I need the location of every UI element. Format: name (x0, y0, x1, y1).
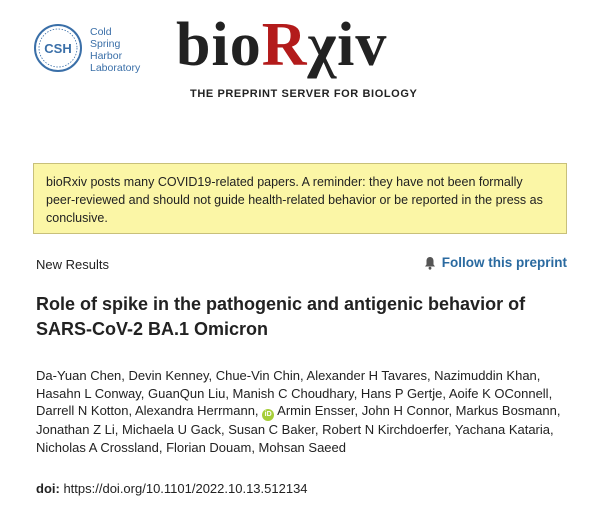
author-list (36, 367, 576, 456)
site-tagline: THE PREPRINT SERVER FOR BIOLOGY (190, 88, 418, 100)
doi-label: doi: (36, 481, 60, 496)
authors-part-1[interactable]: Da-Yuan Chen, Devin Kenney, Chue-Vin Chin, Alexander H Tavares, Nazimuddin Khan, Hasahn L Conway, GuanQun Liu, Manish C Choudhary, Hans P Gertje, Aoife K OConnell, Darrell N Kotton, Alexandra Herrmann, (36, 368, 553, 419)
csh-logo-icon (32, 22, 84, 74)
csh-line: Spring (90, 38, 121, 50)
orcid-author[interactable]: Armin Ensser, (277, 403, 359, 419)
csh-logo[interactable] (32, 22, 152, 78)
wordmark-r: R (261, 11, 308, 79)
covid-notice: bioRxiv posts many COVID19-related papers. A reminder: they have not been formally peer-reviewed and should not guide health-related behavior or be reported in the press as conclusive. (33, 163, 567, 234)
authors-part-2[interactable]: John H Connor, Markus Bosmann, Jonathan Z Li, Michaela U Gack, Susan C Baker, Robert N Kirchdoerfer, Yachana Kataria, Nicholas A Crossland, Florian Douam, Mohsan Saeed (36, 403, 561, 455)
wordmark-xiv: χiv (307, 11, 388, 79)
wordmark-bio: bio (176, 11, 262, 79)
doi-link[interactable]: https://doi.org/10.1101/2022.10.13.512134 (63, 481, 308, 496)
csh-abbr: CSH (44, 41, 72, 56)
csh-line: Cold (90, 26, 112, 38)
follow-preprint-link[interactable] (424, 255, 567, 270)
csh-line: Harbor (90, 50, 123, 62)
csh-name (90, 26, 140, 74)
site-header (0, 0, 600, 120)
orcid-icon[interactable]: iD (262, 409, 274, 421)
article-title: Role of spike in the pathogenic and antigenic behavior of SARS-CoV-2 BA.1 Omicron (36, 294, 526, 339)
bell-icon (424, 256, 436, 270)
csh-line: Laboratory (90, 62, 141, 74)
article-type: New Results (36, 257, 109, 272)
doi-row (36, 481, 308, 496)
follow-label: Follow this preprint (441, 255, 567, 270)
biorxiv-logo[interactable] (176, 11, 388, 79)
